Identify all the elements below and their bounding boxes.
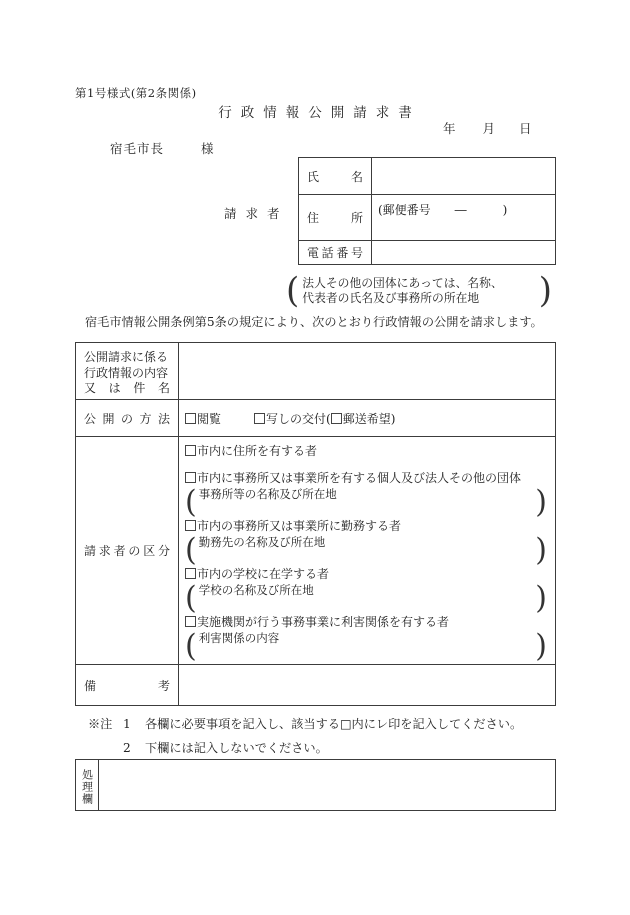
- open-paren-glyph: (: [185, 580, 197, 616]
- category-item-stakeholder: 実施機関が行う事務事業に利害関係を有する者 ( 利害関係の内容 ): [185, 615, 547, 664]
- checkbox-worker[interactable]: [185, 520, 196, 531]
- category-label: 請求者の区分: [76, 437, 179, 664]
- student-detail: [185, 580, 549, 616]
- checkbox-stakeholder[interactable]: [185, 616, 196, 627]
- requester-address-row: [299, 195, 555, 241]
- date-year-label: 年: [443, 121, 456, 136]
- office-owner-detail-label[interactable]: 事務所等の名称及び所在地: [198, 487, 337, 501]
- address-input[interactable]: (郵便番号 ― ): [378, 203, 508, 217]
- addressee-name: 宿毛市長: [110, 141, 165, 156]
- close-paren-glyph: ): [535, 484, 547, 520]
- name-label: 氏名: [299, 158, 372, 194]
- processing-area: [99, 760, 555, 810]
- option-inspection-label: 閲覧: [197, 411, 222, 426]
- close-paren-glyph: ): [535, 532, 547, 568]
- name-input[interactable]: [372, 158, 555, 194]
- worker-detail-label[interactable]: 勤務先の名称及び所在地: [198, 535, 326, 549]
- remarks-row: [76, 665, 555, 705]
- requester-name-row: [299, 158, 555, 195]
- declaration-text: 宿毛市情報公開条例第5条の規定により、次のとおり行政情報の公開を請求します。: [85, 315, 543, 329]
- category-row: [76, 437, 555, 665]
- stakeholder-detail-label[interactable]: 利害関係の内容: [198, 631, 280, 645]
- checkbox-inspection[interactable]: [185, 413, 196, 424]
- remarks-input[interactable]: [179, 665, 555, 705]
- footnote-prefix: ※注: [88, 717, 113, 731]
- requester-table: [298, 157, 556, 265]
- form-number: 第1号様式(第2条関係): [75, 86, 197, 100]
- checkbox-student[interactable]: [185, 568, 196, 579]
- open-paren-glyph: (: [286, 270, 300, 312]
- option-mail-label: 郵送希望): [342, 411, 396, 426]
- date-month-label: 月: [482, 121, 496, 136]
- processing-table: [75, 759, 556, 811]
- subject-label: 公開請求に係る 行政情報の内容 又は件名: [76, 343, 179, 399]
- category-item-resident: 市内に住所を有する者: [185, 445, 549, 458]
- requester-group-label: 請求者: [224, 206, 289, 221]
- page-title: 行政情報公開請求書: [218, 105, 421, 121]
- footnote-1: ※注 1 各欄に必要事項を記入し、該当する□内にレ印を記入してください。: [88, 717, 523, 731]
- worker-detail: [185, 532, 549, 568]
- close-paren-glyph: ): [535, 628, 547, 664]
- addressee-honorific: 様: [201, 141, 215, 156]
- corporate-note: [286, 270, 552, 312]
- category-item-office-owner: 市内に事務所又は事業所を有する個人及び法人その他の団体 ( 事務所等の名称及び所在地 ): [185, 471, 547, 520]
- checkbox-office-owner[interactable]: [185, 472, 196, 483]
- date-day-label: 日: [519, 121, 532, 136]
- open-paren-glyph: (: [185, 532, 197, 568]
- open-paren-glyph: (: [185, 484, 197, 520]
- option-copy-label: 写しの交付(: [266, 411, 331, 426]
- category-item-worker: 市内の事務所又は事業所に勤務する者 ( 勤務先の名称及び所在地 ): [185, 519, 547, 568]
- address-label: 住所: [299, 195, 372, 240]
- method-row: [76, 400, 555, 437]
- requester-phone-row: [299, 241, 555, 264]
- request-detail-table: [75, 342, 556, 706]
- footnotes: [88, 715, 522, 763]
- addressee: [110, 139, 215, 157]
- checkbox-resident[interactable]: [185, 445, 196, 456]
- processing-label: 処理欄: [76, 760, 99, 810]
- student-detail-label[interactable]: 学校の名称及び所在地: [198, 583, 314, 597]
- corporate-note-text: 法人その他の団体にあっては、名称、 代表者の氏名及び事務所の所在地: [302, 276, 503, 305]
- office-owner-detail: [185, 484, 549, 520]
- footnote-2: 2 下欄には記入しないでください。: [123, 741, 328, 755]
- category-options: [179, 437, 555, 664]
- phone-input[interactable]: [372, 241, 555, 264]
- category-item-student: 市内の学校に在学する者 ( 学校の名称及び所在地 ): [185, 567, 547, 616]
- open-paren-glyph: (: [185, 628, 197, 664]
- stakeholder-detail: [185, 628, 549, 664]
- date-line: [443, 119, 532, 137]
- phone-label: 電話番号: [299, 241, 372, 264]
- subject-input[interactable]: [179, 343, 555, 399]
- checkbox-mail[interactable]: [331, 413, 342, 424]
- checkbox-copy[interactable]: [254, 413, 265, 424]
- method-label: 公開の方法: [76, 400, 179, 436]
- method-options: [179, 400, 555, 436]
- subject-row: [76, 343, 555, 400]
- close-paren-glyph: ): [538, 270, 552, 312]
- close-paren-glyph: ): [535, 580, 547, 616]
- remarks-label: 備考: [76, 665, 179, 705]
